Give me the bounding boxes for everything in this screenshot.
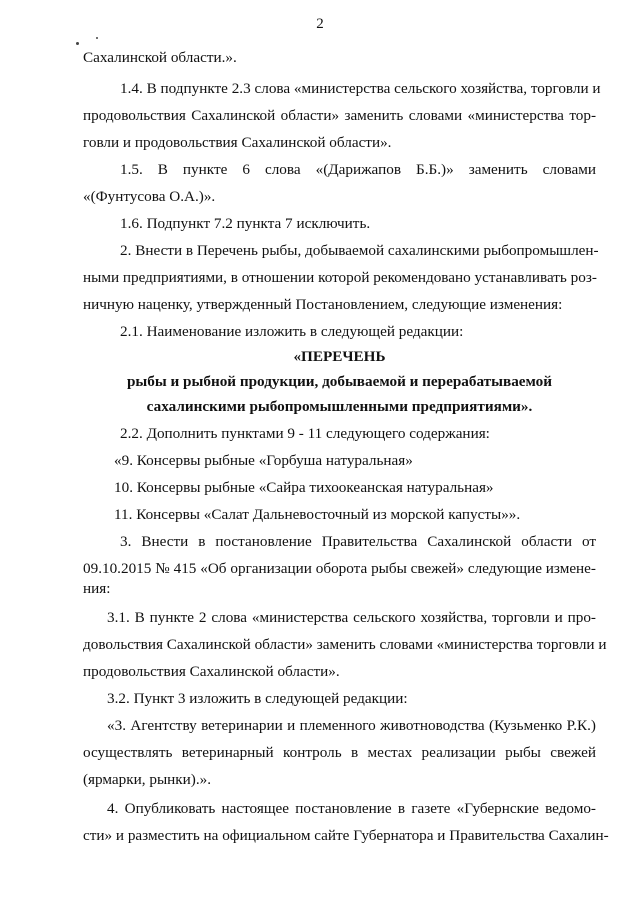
text-line: 1.6. Подпункт 7.2 пункта 7 исключить. — [120, 215, 371, 232]
text-line: довольствия Сахалинской области» заменить словами «министерства торговли и — [83, 636, 607, 653]
text-line: 09.10.2015 № 415 «Об организации оборота рыбы свежей» следующие измене- — [83, 560, 596, 577]
heading-title: «ПЕРЕЧЕНЬ — [293, 348, 386, 365]
text-line: 1.4. В подпункте 2.3 слова «министерства сельского хозяйства, торговли и — [120, 80, 601, 97]
text-line: осуществлять ветеринарный контроль в местах реализации рыбы свежей — [83, 744, 596, 761]
text-line: 2.1. Наименование изложить в следующей редакции: — [120, 323, 464, 340]
text-line: 2. Внести в Перечень рыбы, добываемой сахалинскими рыбопромышлен- — [120, 242, 599, 259]
text-line: «(Фунтусова О.А.)». — [83, 188, 216, 205]
text-line: 11. Консервы «Салат Дальневосточный из морской капусты»». — [114, 506, 521, 523]
text-line: 2.2. Дополнить пунктами 9 - 11 следующего содержания: — [120, 425, 490, 442]
text-line: «9. Консервы рыбные «Горбуша натуральная» — [114, 452, 413, 469]
heading-subtitle: сахалинскими рыбопромышленными предприятиями». — [146, 398, 533, 415]
page-number: 2 — [316, 16, 324, 32]
text-line: 3.1. В пункте 2 слова «министерства сельского хозяйства, торговли и про- — [107, 609, 596, 626]
text-line: ничную наценку, утвержденный Постановлением, следующие изменения: — [83, 296, 563, 313]
text-line: 4. Опубликовать настоящее постановление в газете «Губернские ведомо- — [107, 800, 596, 817]
text-line: 1.5. В пункте 6 слова «(Дарижапов Б.Б.)» заменить словами — [120, 161, 596, 178]
scan-speck — [76, 42, 79, 45]
text-line: говли и продовольствия Сахалинской области». — [83, 134, 392, 151]
text-line: ния: — [83, 580, 111, 597]
heading-subtitle: рыбы и рыбной продукции, добываемой и перерабатываемой — [126, 373, 553, 390]
text-line: 3. Внести в постановление Правительства Сахалинской области от — [120, 533, 596, 550]
text-line: (ярмарки, рынки).». — [83, 771, 212, 788]
text-line: Сахалинской области.». — [83, 49, 237, 66]
text-line: 10. Консервы рыбные «Сайра тихоокеанская натуральная» — [114, 479, 494, 496]
text-line: сти» и разместить на официальном сайте Губернатора и Правительства Сахалин- — [83, 827, 609, 844]
text-line: продовольствия Сахалинской области» заменить словами «министерства тор- — [83, 107, 596, 124]
text-line: продовольствия Сахалинской области». — [83, 663, 340, 680]
text-line: ными предприятиями, в отношении которой рекомендовано устанавливать роз- — [83, 269, 597, 286]
scan-speck — [96, 37, 98, 39]
text-line: 3.2. Пункт 3 изложить в следующей редакции: — [107, 690, 408, 707]
text-line: «3. Агентству ветеринарии и племенного животноводства (Кузьменко Р.К.) — [107, 717, 596, 734]
